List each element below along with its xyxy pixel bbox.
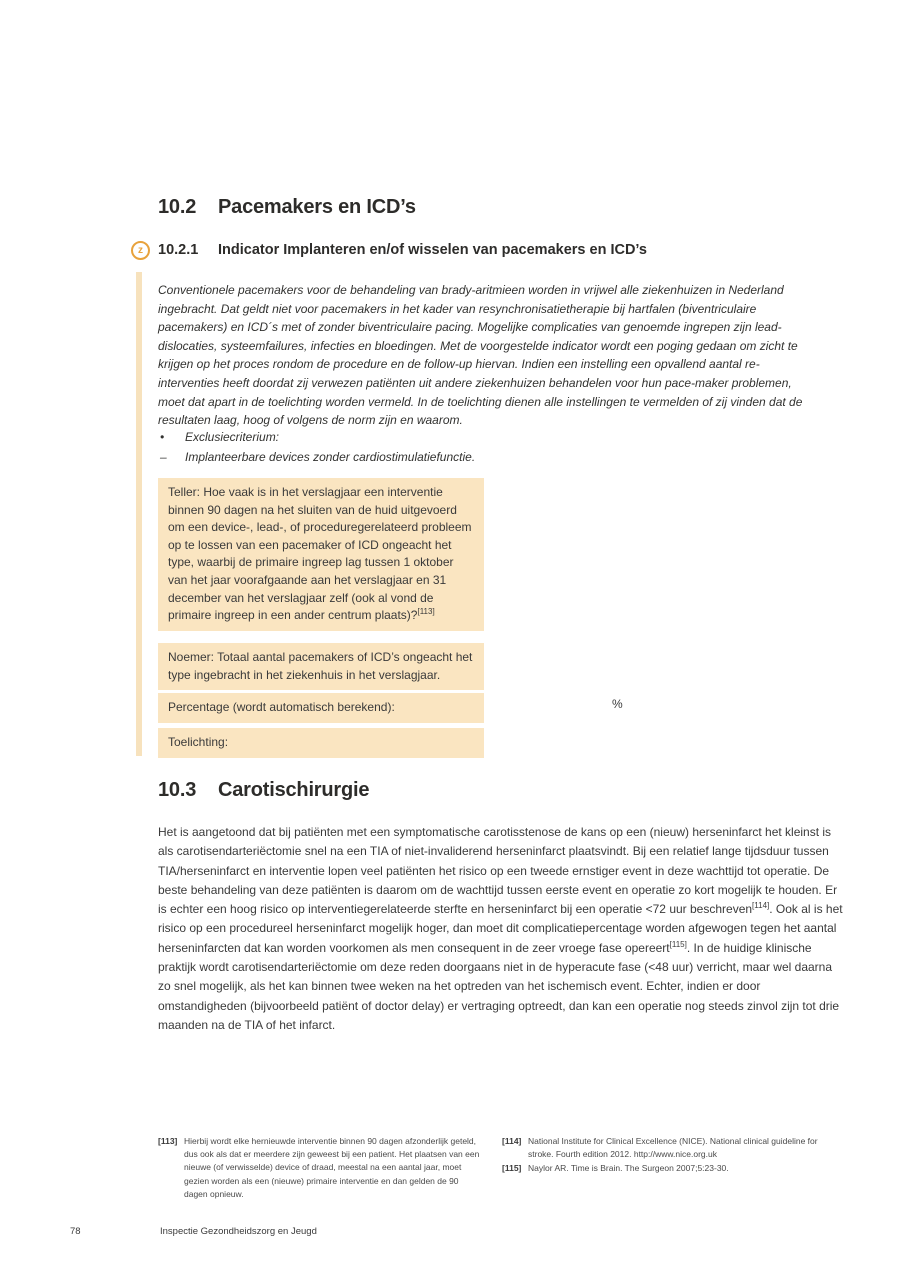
toelichting-label: Toelichting: xyxy=(168,735,229,749)
footer-publisher: Inspectie Gezondheidszorg en Jeugd xyxy=(160,1226,317,1237)
teller-box xyxy=(158,478,484,631)
percentage-unit: % xyxy=(612,697,623,711)
page-number: 78 xyxy=(70,1226,81,1237)
footnote-reference: [113] xyxy=(417,607,435,617)
accent-bar xyxy=(136,272,142,756)
footnote-reference: [115] xyxy=(669,939,687,949)
indicator-intro-paragraph: Conventionele pacemakers voor de behandeling van brady-aritmieen worden in vrijwel alle ziekenhuizen in Nederland ingebracht. Dat geldt niet voor pacemakers in het kader van resynchronisatietherapie bij hartfalen (biventriculaire pacemakers) en ICD´s met of zonder biventriculaire pacing. Mogelijke complicaties van genoemde ingrepen zijn lead-dislocaties, systeemfailures, infecties en bloedingen. Met de voorgestelde indicator wordt een poging gedaan om zicht te krijgen op het proces rondom de procedure en de follow-up hiervan. Indien een instelling een opvallend aantal re-interventies heeft doordat zij verwezen patiënten uit andere ziekenhuizen behandelen voor hun pace-maker problemen, moet dat apart in de toelichting worden vermeld. In de toelichting dienen alle instellingen te vermelden of zij vinden dat de resultaten laag, hoog of volgens de norm zijn en waarom. xyxy=(158,283,803,428)
footnote-label: [113] xyxy=(158,1136,178,1146)
teller-text: Teller: Hoe vaak is in het verslagjaar een interventie binnen 90 dagen na het sluiten van de huid uitgevoerd om een device-, lead-, of proceduregerelateerd probleem op te lossen van een pacemaker of ICD ongeacht het type, waarbij de primaire ingreep lag tussen 1 oktober van het jaar voorafgaande aan het verslagjaar en 31 december van het verslagjaar zelf (ook al vond de primaire ingreep in een ander centrum plaats)? xyxy=(168,485,472,623)
footnote-114 xyxy=(502,1135,838,1161)
subsection-title: Indicator Implanteren en/of wisselen van pacemakers en ICD’s xyxy=(218,242,647,258)
footnotes-left-column xyxy=(158,1135,480,1202)
footnotes-right-column xyxy=(502,1135,838,1177)
section-title: Carotischirurgie xyxy=(218,779,370,801)
list-item xyxy=(160,427,800,447)
footnote-label: [114] xyxy=(502,1136,522,1146)
noemer-text: Noemer: Totaal aantal pacemakers of ICD’s ongeacht het type ingebracht in het ziekenhuis in het verslagjaar. xyxy=(168,650,473,682)
percentage-box xyxy=(158,693,484,723)
paragraph-text: Het is aangetoond dat bij patiënten met een symptomatische carotisstenose de kans op een (nieuw) herseninfarct het kleinst is als carotisendarteriëctomie snel na een TIA of niet-invaliderend herseninfarct plaatsvindt. Bij een relatief lange tijdsduur tussen TIA/herseninfarct en interventie lopen veel patiënten het risico op een tweede ernstiger event in deze wachttijd tot operatie. De beste behandeling van deze patiënten is daarom om de wachttijd tussen eerste event en operatie zo kort mogelijk te houden. Er is echter een hoog risico op interventiegerelateerde sterfte en herseninfarct bij een operatie <72 uur beschreven xyxy=(158,825,838,917)
paragraph-text: . Ook al is het risico op een procedureel herseninfarct mogelijk hoger, dan moet dit complicatiepercentage worden afgewogen tegen het aantal herseninfarcten dat kan worden voorkomen als men consequent in de zeer vroege fase opereert xyxy=(158,902,843,955)
footnote-113 xyxy=(158,1135,480,1201)
section-title: Pacemakers en ICD’s xyxy=(218,196,416,218)
toelichting-box xyxy=(158,728,484,758)
exclusion-list xyxy=(160,427,800,467)
z-circle-icon xyxy=(131,241,150,260)
footnote-115 xyxy=(502,1162,838,1175)
percentage-label: Percentage (wordt automatisch berekend): xyxy=(168,700,395,714)
footnote-text: National Institute for Clinical Excellence (NICE). National clinical guideline for stroke. Fourth edition 2012. http://www.nice.org.uk xyxy=(528,1136,818,1160)
paragraph-text: . In de huidige klinische praktijk wordt carotisendarteriëctomie om deze reden doorgaans niet in de hyperacute fase (<48 uur) verricht, maar wel daarna zo snel mogelijk, als het kan binnen twee weken na het optreden van het ischemisch event. Echter, indien er door omstandigheden (bijvoorbeeld patiënt of doctor delay) er vertraging optreedt, dan kan een operatie nog steeds zinvol zijn tot drie maanden na de TIA of het infarct. xyxy=(158,940,840,1032)
bullet-text: Exclusiecriterium: xyxy=(185,430,280,444)
bullet-marker: • xyxy=(160,430,165,444)
section-heading-10-3 xyxy=(158,779,369,802)
subsection-heading-10-2-1 xyxy=(158,242,647,258)
section-heading-10-2 xyxy=(158,196,416,219)
footnote-text: Hierbij wordt elke hernieuwde interventie binnen 90 dagen afzonderlijk geteld, dus ook als dat er meerdere zijn geweest bij een patient. Het plaatsen van een nieuwe (of verwisselde) device of draad, meestal na een aantal jaar, moet gezien worden als een (nieuwe) primaire interventie en dan gelden de 90 dagen opnieuw. xyxy=(184,1136,480,1199)
noemer-box xyxy=(158,643,484,690)
list-item xyxy=(160,447,800,467)
z-circle-icon-glyph: z xyxy=(138,244,143,256)
bullet-text: Implanteerbare devices zonder cardiostimulatiefunctie. xyxy=(185,450,476,464)
footnote-text: Naylor AR. Time is Brain. The Surgeon 2007;5:23-30. xyxy=(528,1163,729,1174)
subsection-number: 10.2.1 xyxy=(158,242,199,258)
footnote-label: [115] xyxy=(502,1163,522,1174)
carotischirurgie-paragraph xyxy=(158,823,848,1035)
bullet-marker: – xyxy=(160,450,167,464)
section-number: 10.2 xyxy=(158,196,197,218)
footnote-reference: [114] xyxy=(752,901,770,911)
section-number: 10.3 xyxy=(158,779,197,801)
